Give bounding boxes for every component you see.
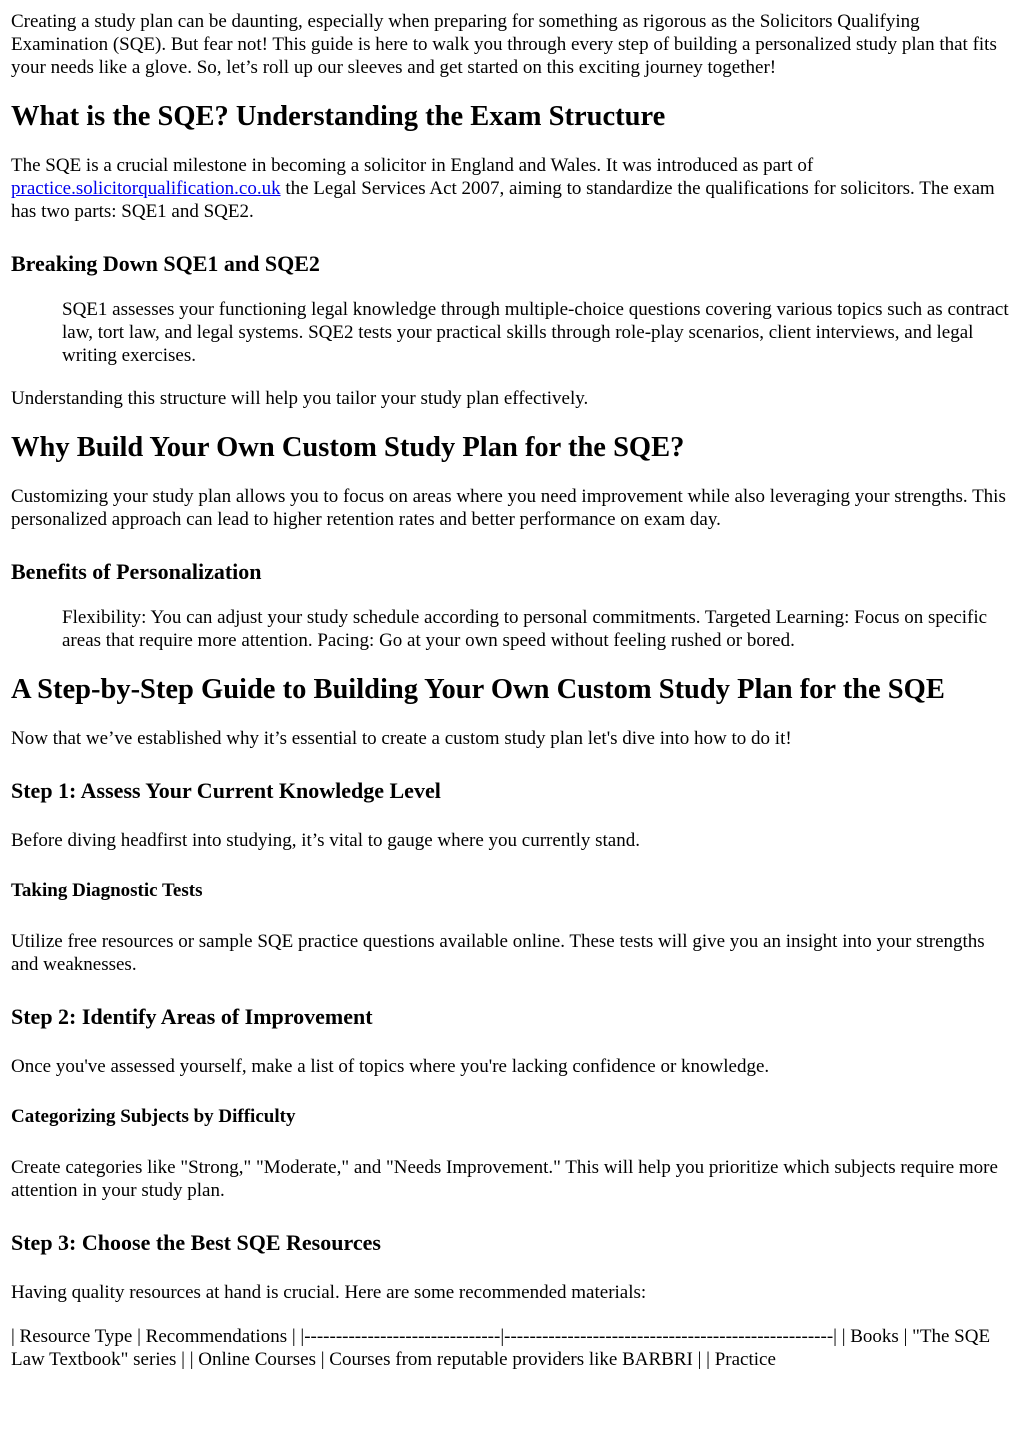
section-heading-step-by-step: A Step-by-Step Guide to Building Your Own Custom Study Plan for the SQE xyxy=(11,674,945,705)
step-by-step-intro: Now that we’ve established why it’s essential to create a custom study plan let's dive into how to do it! xyxy=(11,728,792,749)
why-custom-paragraph: Customizing your study plan allows you to focus on areas where you need improvement while also leveraging your strengths. This personalized approach can lead to higher retention rates and better performance on exam day. xyxy=(11,486,1006,530)
step-2-heading: Step 2: Identify Areas of Improvement xyxy=(11,1004,373,1029)
categorizing-paragraph: Create categories like "Strong," "Moderate," and "Needs Improvement." This will help you prioritize which subjects require more attention in your study plan. xyxy=(11,1157,998,1201)
benefits-quote: Flexibility: You can adjust your study schedule according to personal commitments. Targeted Learning: Focus on specific areas that require more attention. Pacing: Go at your own speed without feeling rushed or bored. xyxy=(62,607,988,651)
step-1-paragraph: Before diving headfirst into studying, it’s vital to gauge where you currently stand. xyxy=(11,830,640,851)
step-3-heading: Step 3: Choose the Best SQE Resources xyxy=(11,1230,381,1255)
text-before-link: The SQE is a crucial milestone in becoming a solicitor in England and Wales. It was introduced as part of xyxy=(11,155,814,176)
structure-closing-paragraph: Understanding this structure will help you tailor your study plan effectively. xyxy=(11,388,589,409)
resources-table-text: | Resource Type | Recommendations | |-------------------------------|----------------------------------------------------| | Books | "The SQE Law Textbook" series | | Online Courses | Courses from reputable providers like BARBRI | | Practice xyxy=(11,1326,991,1370)
categorizing-subheading: Categorizing Subjects by Difficulty xyxy=(11,1106,296,1127)
step-1-heading: Step 1: Assess Your Current Knowledge Level xyxy=(11,778,441,803)
section-heading-why-custom: Why Build Your Own Custom Study Plan for the SQE? xyxy=(11,432,685,463)
step-3-paragraph: Having quality resources at hand is crucial. Here are some recommended materials: xyxy=(11,1282,647,1303)
intro-paragraph: Creating a study plan can be daunting, especially when preparing for something as rigorous as the Solicitors Qualifying Examination (SQE). But fear not! This guide is here to walk you through every step of building a personalized study plan that fits your needs like a glove. So, let’s roll up our sleeves and get started on this exciting journey together! xyxy=(11,11,997,78)
exam-structure-paragraph xyxy=(11,154,1013,223)
diagnostic-tests-paragraph: Utilize free resources or sample SQE practice questions available online. These tests will give you an insight into your strengths and weaknesses. xyxy=(11,931,985,975)
section-heading-exam-structure: What is the SQE? Understanding the Exam Structure xyxy=(11,101,666,132)
text-after-link: the Legal Services Act 2007, aiming to standardize the qualifications for solicitors. The exam has two parts: SQE1 and SQE2. xyxy=(11,178,995,222)
sqe-parts-quote: SQE1 assesses your functioning legal knowledge through multiple-choice questions covering various topics such as contract law, tort law, and legal systems. SQE2 tests your practical skills through role-play scenarios, client interviews, and legal writing exercises. xyxy=(62,299,1009,366)
subheading-benefits: Benefits of Personalization xyxy=(11,559,262,584)
diagnostic-tests-subheading: Taking Diagnostic Tests xyxy=(11,880,203,901)
solicitor-qualification-link[interactable]: practice.solicitorqualification.co.uk xyxy=(11,178,281,199)
step-2-paragraph: Once you've assessed yourself, make a list of topics where you're lacking confidence or knowledge. xyxy=(11,1056,770,1077)
subheading-sqe1-sqe2: Breaking Down SQE1 and SQE2 xyxy=(11,251,320,276)
